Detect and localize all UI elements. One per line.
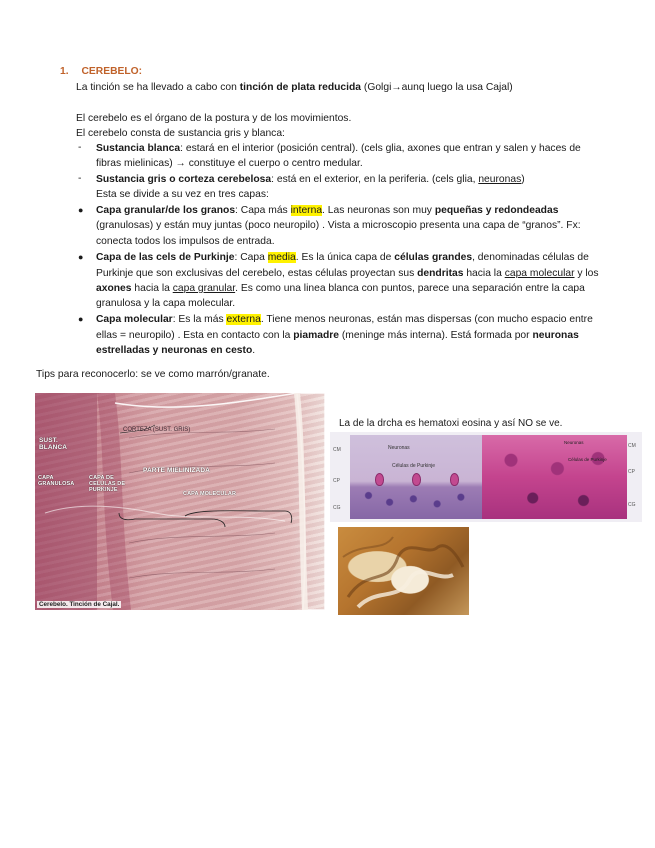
cerebellum-cajal-micrograph <box>35 393 325 610</box>
granular-line-1 <box>96 204 558 217</box>
sustancia-gris-desc: : está en el exterior, en la periferia. (cels glia, <box>271 174 479 185</box>
dendritas-bold: dendritas <box>417 268 464 279</box>
purkinje-term: Capa de las cels de Purkinje <box>96 252 235 263</box>
closing-paren: ) <box>521 174 525 185</box>
purkinje-text-c: , denominadas células de <box>472 252 589 263</box>
intro-text: La tinción se ha llevado a cabo con <box>76 82 240 93</box>
molecular-line-2 <box>96 329 579 342</box>
purkinje-bold-2: células grandes <box>394 252 473 263</box>
he-stain-panel <box>482 435 627 519</box>
granular-term: Capa granular/de los granos <box>96 205 236 216</box>
label-capa-purkinje-2: CELULAS DE <box>89 481 126 487</box>
purkinje-cell <box>375 473 384 486</box>
purkinje-text: : Capa <box>234 252 268 263</box>
purkinje-line-3 <box>96 282 585 295</box>
capa-granular-underlined: capa granular <box>172 283 236 294</box>
sustancia-blanca-term: Sustancia blanca <box>96 143 181 154</box>
sustancia-blanca-line-1 <box>96 142 581 155</box>
label-cm-right: CM <box>628 443 636 449</box>
dash-marker: - <box>78 173 82 184</box>
purkinje-l2-text: Purkinje que son exclusivas del cerebelo, estas células proyectan sus <box>96 268 418 279</box>
tips-text: Tips para reconocerlo: se ve como marrón/granate. <box>36 369 270 380</box>
bullet-icon: ● <box>78 205 84 215</box>
label-celulas-purkinje-b: Células de Purkinje <box>568 457 607 462</box>
label-capa-molecular: CAPA MOLECULAR <box>183 491 237 497</box>
granular-text: : Capa más <box>235 205 291 216</box>
micrograph-texture <box>35 393 325 610</box>
micrograph-caption: Cerebelo. Tinción de Cajal. <box>39 601 120 608</box>
neuronas-underlined: neuronas <box>478 174 522 185</box>
label-corteza: CORTEZA (SUST. GRIS) <box>123 427 191 433</box>
label-cp-right: CP <box>628 469 635 475</box>
intro-paragraph-1 <box>76 81 513 94</box>
intro-bold: tinción de plata reducida <box>239 82 362 93</box>
purkinje-line-4: granulosa y la capa molecular. <box>96 298 236 309</box>
highlight-externa: externa <box>226 314 261 325</box>
molecular-line-1 <box>96 313 593 326</box>
purkinje-cell <box>450 473 459 486</box>
label-cp: CP <box>333 478 340 484</box>
molecular-l2-text-b: (meninge más interna). Está formada por <box>339 330 533 341</box>
label-cg-right: CG <box>628 502 636 508</box>
estrelladas-bold: estrelladas y neuronas en cesto <box>96 345 253 356</box>
capa-molecular-underlined: capa molecular <box>504 268 575 279</box>
axones-bold: axones <box>96 283 132 294</box>
purkinje-line-1 <box>96 251 589 264</box>
intro-paragraph-2: El cerebelo es el órgano de la postura y de los movimientos. <box>76 113 352 124</box>
molecular-text: : Es la más <box>172 314 227 325</box>
label-cg: CG <box>333 505 341 511</box>
label-neuronas-b: Neuronas <box>564 440 584 445</box>
label-capa-purkinje-3: PURKINJE <box>89 487 118 493</box>
purkinje-text-b: . Es la única capa de <box>295 252 395 263</box>
bullet-icon: ● <box>78 252 84 262</box>
label-sust-blanca-1: SUST. <box>39 437 58 444</box>
molecular-text-b: . Tiene menos neuronas, están mas dispersas (con mucho espacio entre <box>260 314 593 325</box>
right-note: La de la drcha es hematoxi eosina y así NO se ve. <box>339 418 563 429</box>
granular-text-b: . Las neuronas son muy <box>322 205 435 216</box>
intro-paragraph-3: El cerebelo consta de sustancia gris y blanca: <box>76 128 285 139</box>
purkinje-l3-text-b: . Es como una linea blanca con puntos, parece una separación entre la capa <box>235 283 585 294</box>
purkinje-l2-text-c: y los <box>574 268 599 279</box>
purkinje-cell <box>412 473 421 486</box>
purkinje-line-2 <box>96 267 599 280</box>
sustancia-blanca-desc: : estará en el interior (posición central). (cels glia, axones que entran y salen y haces de <box>180 143 581 154</box>
molecular-l2-text: ellas = neuropilo) . Esta en contacto con la <box>96 330 294 341</box>
cerebellum-silver-stain-micrograph <box>338 527 469 615</box>
label-sust-blanca <box>39 437 67 451</box>
sustancia-gris-term: Sustancia gris o corteza cerebelosa <box>96 174 272 185</box>
folia-texture <box>338 527 469 615</box>
granular-line-2: (granulosas) y están muy juntas (poco neuropilo) . Vista a microscopio presenta una capa de “granos”. Fx: <box>96 220 581 231</box>
granular-line-3: conecta todos los impulsos de entrada. <box>96 236 275 247</box>
granular-bold-2: pequeñas y redondeadas <box>434 205 559 216</box>
label-capa-purkinje-1: CAPA DE <box>89 475 114 481</box>
molecular-line-3 <box>96 344 255 357</box>
label-celulas-purkinje: Células de Purkinje <box>392 463 436 469</box>
section-heading <box>60 65 142 78</box>
molecular-period: . <box>252 345 256 356</box>
purkinje-diagram-panel <box>350 435 482 519</box>
label-sust-blanca-2: BLANCA <box>39 444 68 451</box>
label-parte-mielinizada: PARTE MIELINIZADA <box>143 467 210 474</box>
dash-marker: - <box>78 142 82 153</box>
section-title: CEREBELO: <box>81 66 143 77</box>
section-number: 1. <box>60 66 69 77</box>
sustancia-gris-line-1 <box>96 173 525 186</box>
label-capa-granulosa-2: GRANULOSA <box>38 481 75 487</box>
neuronas-bold: neuronas <box>532 330 579 341</box>
highlight-interna: interna <box>290 205 323 216</box>
molecular-term: Capa molecular <box>96 314 173 325</box>
label-capa-granulosa-1: CAPA <box>38 475 54 481</box>
sustancia-gris-line-2: Esta se divide a su vez en tres capas: <box>96 189 269 200</box>
highlight-media: media <box>267 252 296 263</box>
piamadre-bold: piamadre <box>293 330 339 341</box>
label-neuronas: Neuronas <box>388 445 410 451</box>
purkinje-l2-text-b: hacia la <box>463 268 505 279</box>
sustancia-blanca-line-2: fibras mielinicas) → constituye el cuerpo o centro medular. <box>96 158 363 169</box>
bullet-icon: ● <box>78 314 84 324</box>
intro-text-after: (Golgi→aunq luego la usa Cajal) <box>361 82 513 93</box>
label-capa-granulosa <box>38 475 74 487</box>
label-capa-purkinje <box>89 475 125 493</box>
he-purkinje-micrograph <box>330 432 642 522</box>
label-cm: CM <box>333 447 341 453</box>
purkinje-l3-text: hacia la <box>131 283 173 294</box>
